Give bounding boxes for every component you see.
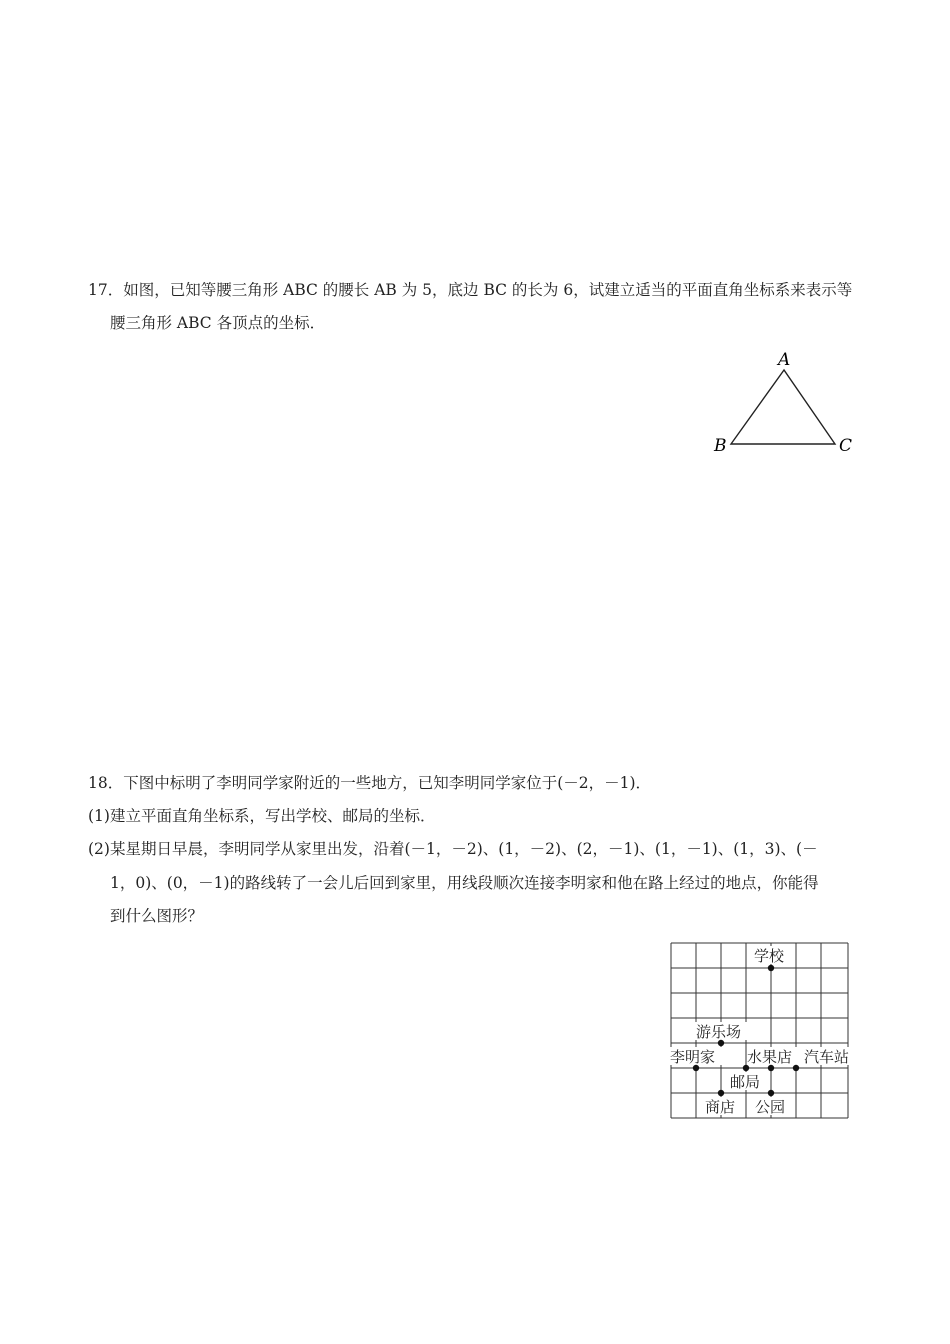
q18-line-1: 18．下图中标明了李明同学家附近的一些地方，已知李明同学家位于(－2，－1)． xyxy=(88,774,652,792)
q18-part-2-line-1: (2)某星期日早晨，李明同学从家里出发，沿着(－1，－2)、(1，－2)、(2，－1)、(1，－1)、(1，3)、(－ xyxy=(88,840,818,858)
label-a: A xyxy=(778,350,791,370)
label-post-office: 邮局 xyxy=(730,1073,761,1091)
q17-line-2: 腰三角形 ABC 各顶点的坐标． xyxy=(110,314,326,332)
q17-line-1: 17．如图，已知等腰三角形 ABC 的腰长 AB 为 5，底边 BC 的长为 6，试建立适当的平面直角坐标系来表示等 xyxy=(88,281,853,299)
label-playground: 游乐场 xyxy=(696,1023,742,1041)
point-bus-station xyxy=(793,1065,799,1071)
q18-part-2-line-3: 到什么图形？ xyxy=(110,907,204,925)
point-shop xyxy=(718,1090,724,1096)
label-liming-home: 李明家 xyxy=(670,1048,716,1066)
label-shop: 商店 xyxy=(705,1098,736,1116)
q18-part-2-line-2: 1，0)、(0，－1)的路线转了一会儿后回到家里，用线段顺次连接李明家和他在路上经过的地点，你能得 xyxy=(110,874,819,892)
q18-part-1: (1)建立平面直角坐标系，写出学校、邮局的坐标． xyxy=(88,807,436,825)
triangle-abc xyxy=(731,370,835,444)
label-b: B xyxy=(714,436,727,455)
label-bus-station: 汽车站 xyxy=(804,1048,850,1066)
point-school xyxy=(768,965,774,971)
label-school: 学校 xyxy=(754,947,785,965)
label-park: 公园 xyxy=(755,1098,786,1116)
triangle-figure xyxy=(710,345,860,455)
point-park xyxy=(768,1090,774,1096)
label-fruit-store: 水果店 xyxy=(747,1048,793,1066)
neighborhood-map xyxy=(665,938,865,1128)
label-c: C xyxy=(839,436,853,455)
map-labels xyxy=(670,947,849,1116)
